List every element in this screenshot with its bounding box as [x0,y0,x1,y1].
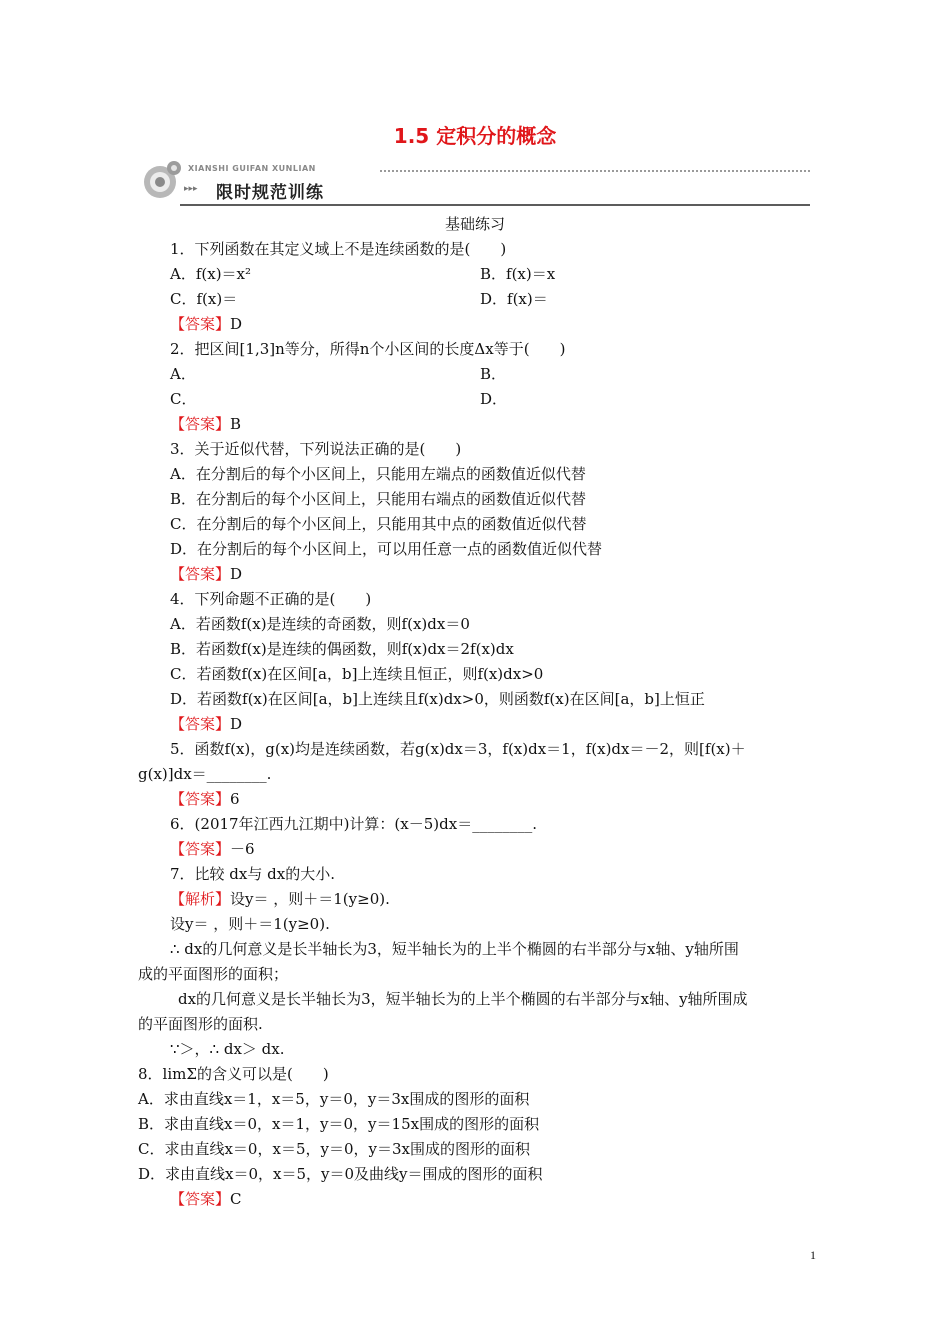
line-text: 5．函数f(x)，g(x)均是连续函数，若g(x)dx＝3，f(x)dx＝1，f(x)dx＝－2，则[f(x)＋ [170,740,746,758]
line-text: A．f(x)＝x² [170,265,252,283]
banner-rule [180,204,810,206]
option-column-2: B． [480,365,507,383]
text-line [170,639,514,659]
answer-tag: 【答案】 [170,840,231,858]
page-number: 1 [810,1248,816,1262]
line-text: D [230,715,243,733]
line-text: －6 [230,840,255,858]
answer-line [170,314,242,334]
answer-line [170,414,241,434]
line-text: A．若函数f(x)是连续的奇函数，则f(x)dx＝0 [170,615,470,633]
line-text: 设y＝ ，则＋＝1(y≥0). [230,890,390,908]
banner-dotted-divider [380,170,810,172]
line-text: D．在分割后的每个小区间上，可以用任意一点的函数值近似代替 [170,540,603,558]
line-text: 的平面图形的面积. [138,1015,263,1033]
text-line [170,289,237,309]
option-column-2: D． [480,390,508,408]
text-line [170,689,705,709]
text-line [170,664,543,684]
line-text: B．求由直线x＝0，x＝1，y＝0，y＝15x围成的图形的面积 [138,1115,540,1133]
option-column-2: B．f(x)＝x [480,265,556,283]
text-line [170,364,196,384]
text-line [170,1039,285,1059]
line-text: C． [170,390,197,408]
text-line [138,1114,539,1134]
gear-logo-icon [140,158,184,204]
banner-pinyin: XIANSHI GUIFAN XUNLIAN [188,164,316,173]
answer-line [170,839,255,859]
text-line [170,264,251,284]
line-text: C．若函数f(x)在区间[a，b]上连续且恒正，则f(x)dx>0 [170,665,544,683]
text-line [170,539,602,559]
line-text: 8．limΣ的含义可以是( ) [138,1065,329,1083]
text-line [138,764,271,784]
answer-line [170,1189,242,1209]
answer-line [170,789,240,809]
text-line [170,614,470,634]
line-text: B [230,415,242,433]
answer-tag: 【答案】 [170,1190,231,1208]
line-text: 7．比较 dx与 dx的大小. [170,865,335,883]
text-line [138,1014,263,1034]
line-text: C．求由直线x＝0，x＝5，y＝0，y＝3x围成的图形的面积 [138,1140,530,1158]
text-line [170,389,196,409]
text-line [138,964,288,984]
text-line [170,514,586,534]
text-line [170,439,461,459]
line-text: D [230,315,243,333]
text-line [170,339,565,359]
line-text: D [230,565,243,583]
text-line [178,989,748,1009]
line-text: ∴ dx的几何意义是长半轴长为3，短半轴长为的上半个椭圆的右半部分与x轴、y轴所围 [170,940,739,958]
line-text: 3．关于近似代替，下列说法正确的是( ) [170,440,462,458]
section-banner [140,158,810,206]
text-line [170,814,537,834]
line-text: 6．(2017年江西九江期中)计算：(x－5)dx＝________. [170,815,537,833]
text-line [170,464,586,484]
answer-tag: 【答案】 [170,315,231,333]
line-text: B．若函数f(x)是连续的偶函数，则f(x)dx＝2f(x)dx [170,640,514,658]
answer-tag: 【解析】 [170,890,231,908]
line-text: A．求由直线x＝1，x＝5，y＝0，y＝3x围成的图形的面积 [138,1090,530,1108]
text-line [138,1139,530,1159]
line-text: dx的几何意义是长半轴长为3，短半轴长为的上半个椭圆的右半部分与x轴、y轴所围成 [178,990,748,1008]
answer-tag: 【答案】 [170,790,231,808]
option-column-2: D．f(x)＝ [480,290,548,308]
line-text: C．在分割后的每个小区间上，只能用其中点的函数值近似代替 [170,515,587,533]
answer-tag: 【答案】 [170,565,231,583]
line-text: D．若函数f(x)在区间[a，b]上连续且f(x)dx>0，则函数f(x)在区间[a，b]上恒正 [170,690,705,708]
line-text: B．在分割后的每个小区间上，只能用右端点的函数值近似代替 [170,490,587,508]
line-text: 2．把区间[1,3]n等分，所得n个小区间的长度Δx等于( ) [170,340,566,358]
line-text: D．求由直线x＝0，x＝5，y＝0及曲线y＝围成的图形的面积 [138,1165,543,1183]
text-line [170,589,371,609]
text-line [170,239,506,259]
banner-arrows-icon: ▸▸▸ [184,184,198,194]
text-line [138,1064,329,1084]
text-line [170,939,739,959]
answer-line [170,564,242,584]
line-text: 4．下列命题不正确的是( ) [170,590,372,608]
answer-tag: 【答案】 [170,415,231,433]
text-line [138,1164,543,1184]
line-text: C [230,1190,242,1208]
text-line [170,864,335,884]
line-text: A． [170,365,196,383]
text-line [170,914,330,934]
line-text: 6 [230,790,240,808]
text-line [170,739,746,759]
text-line [138,1089,529,1109]
line-text: ∵＞，∴ dx＞ dx. [170,1040,285,1058]
section-heading: 基础练习 [444,215,505,233]
answer-line [170,714,242,734]
banner-label: 限时规范训练 [216,183,324,203]
line-text: g(x)]dx＝________. [138,765,272,783]
line-text: C．f(x)＝ [170,290,238,308]
page-title: 1.5 定积分的概念 [393,124,557,148]
answer-tag: 【答案】 [170,715,231,733]
line-text: 1．下列函数在其定义域上不是连续函数的是( ) [170,240,507,258]
line-text: A．在分割后的每个小区间上，只能用左端点的函数值近似代替 [170,465,586,483]
answer-line [170,889,390,909]
line-text: 设y＝ ，则＋＝1(y≥0). [170,915,330,933]
text-line [170,489,586,509]
line-text: 成的平面图形的面积； [138,965,289,983]
